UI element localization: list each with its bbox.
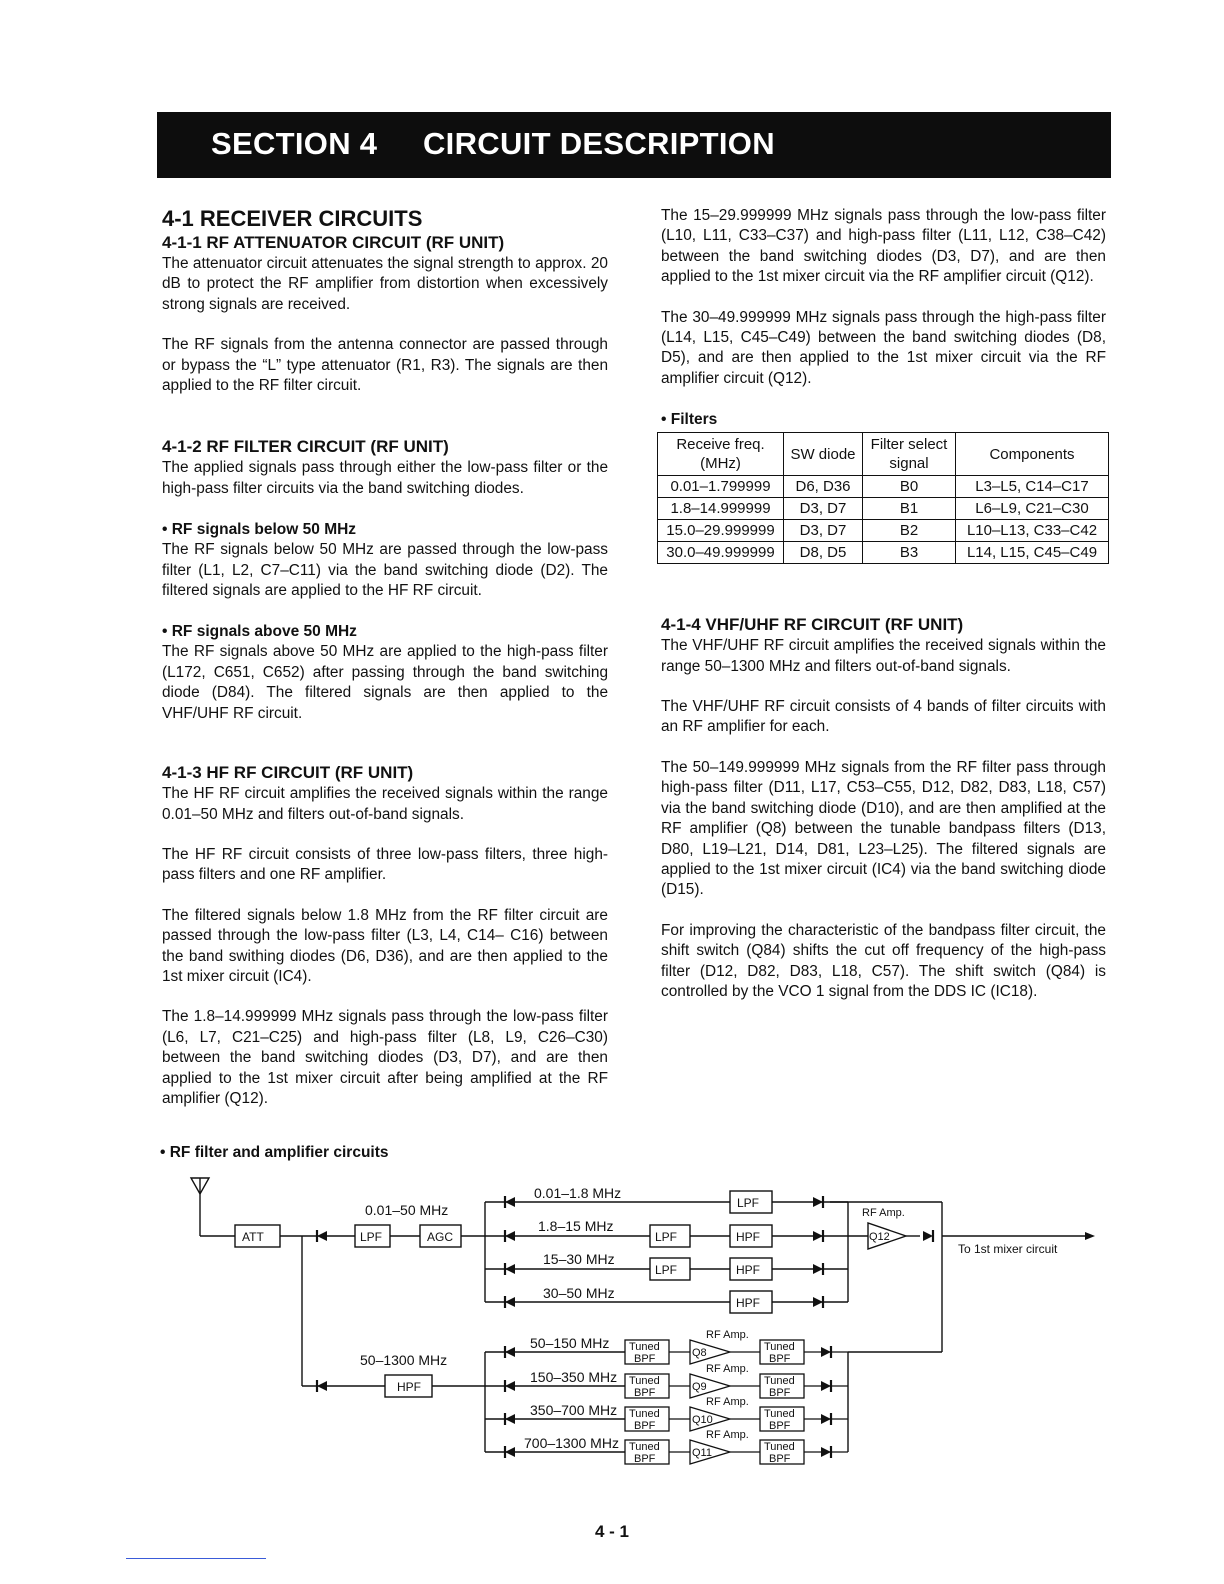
tuned-bpf-out-label: BPF bbox=[769, 1353, 791, 1365]
para-vhf-4: For improving the characteristic of the bandpass filter circuit, the shift switch (Q84) shifts the cut off frequency of the high-pass filter (D12, D82, D83, L18, C57). The shift switch (Q84) is controlled by the VCO 1 signal from the DDS IC (IC18). bbox=[661, 921, 1106, 1000]
tuned-bpf-out-label: Tuned bbox=[764, 1408, 795, 1420]
switching-diode-icon bbox=[821, 1446, 831, 1458]
hf-band-4: 30–50 MHz bbox=[543, 1285, 615, 1301]
heading-vhf-uhf: 4-1-4 VHF/UHF RF CIRCUIT (RF UNIT) bbox=[661, 615, 964, 635]
para-15-30: The 15–29.999999 MHz signals pass through the low-pass filter (L10, L11, C33–C37) and high-pass filter (L11, L12, C38–C42) between the band switching diodes (D3, D7), and are then applied to the 1st mixer circuit via the RF amplifier circuit (Q12). bbox=[661, 207, 1106, 286]
rf-amp-label: RF Amp. bbox=[862, 1207, 905, 1219]
table-row bbox=[658, 520, 1109, 542]
para-30-50: The 30–49.999999 MHz signals pass through the high-pass filter (L14, L15, C45–C49) between the band switching diodes (D8, D5), and are then applied to the 1st mixer circuit via the RF amplifier circuit (Q12). bbox=[661, 308, 1106, 387]
switching-diode-icon bbox=[505, 1230, 515, 1242]
hpf-label-3: HPF bbox=[736, 1263, 760, 1277]
tuned-bpf-out-label: BPF bbox=[769, 1453, 791, 1465]
para-hf-4: The 1.8–14.999999 MHz signals pass through the low-pass filter (L6, L7, C21–C25) and high-pass filter (L8, L9, C26–C30) between the band switching diodes (D3, D7), and are then applied to the 1st mixer circuit after being amplified at the RF amplifier (Q12). bbox=[162, 1008, 608, 1107]
rf-amp-label: RF Amp. bbox=[706, 1329, 749, 1341]
hpf-label-2: HPF bbox=[736, 1230, 760, 1244]
hf-band-2: 1.8–15 MHz bbox=[538, 1218, 614, 1234]
switching-diode-icon bbox=[317, 1230, 327, 1242]
tuned-bpf-out-label: Tuned bbox=[764, 1375, 795, 1387]
cell-freq: 30.0–49.999999 bbox=[658, 542, 784, 564]
vhf-band-label: 350–700 MHz bbox=[530, 1402, 618, 1418]
table-row bbox=[658, 476, 1109, 498]
switching-diode-icon bbox=[923, 1230, 933, 1242]
rf-amp-label: RF Amp. bbox=[706, 1429, 749, 1441]
col-components: Components bbox=[956, 433, 1109, 476]
heading-filters: • Filters bbox=[661, 411, 718, 429]
cell-components: L6–L9, C21–C30 bbox=[956, 498, 1109, 520]
heading-rf-attenuator: 4-1-1 RF ATTENUATOR CIRCUIT (RF UNIT) bbox=[162, 233, 505, 252]
q12-label: Q12 bbox=[869, 1231, 890, 1243]
cell-diode: D3, D7 bbox=[784, 498, 863, 520]
cell-diode: D8, D5 bbox=[784, 542, 863, 564]
tuned-bpf-out-label: BPF bbox=[769, 1420, 791, 1432]
vhf-band-label: 150–350 MHz bbox=[530, 1369, 618, 1385]
cell-diode: D3, D7 bbox=[784, 520, 863, 542]
right-column bbox=[661, 206, 1106, 1002]
cell-diode: D6, D36 bbox=[784, 476, 863, 498]
tuned-bpf-out-label: BPF bbox=[769, 1387, 791, 1399]
switching-diode-icon bbox=[813, 1230, 823, 1242]
switching-diode-icon bbox=[821, 1413, 831, 1425]
vhf-uhf-branches bbox=[524, 1329, 848, 1465]
lpf-label-2: LPF bbox=[655, 1230, 678, 1244]
att-label: ATT bbox=[242, 1230, 264, 1244]
table-row bbox=[658, 498, 1109, 520]
para-rf-filter: The applied signals pass through either the low-pass filter or the high-pass filter circuits via the band switching diodes. bbox=[162, 459, 608, 497]
amplifier-label: Q8 bbox=[692, 1347, 707, 1359]
heading-rf-filter: 4-1-2 RF FILTER CIRCUIT (RF UNIT) bbox=[162, 437, 449, 457]
para-hf-3: The filtered signals below 1.8 MHz from the RF filter circuit are passed through the low-pass filter (L3, L4, C14– C16) between the band swithing diodes (D6, D36), and are then applied to the 1st mixer circuit (IC4). bbox=[162, 906, 608, 985]
tuned-bpf-in-label: BPF bbox=[634, 1353, 656, 1365]
cell-freq: 15.0–29.999999 bbox=[658, 520, 784, 542]
heading-receiver-circuits: 4-1 RECEIVER CIRCUITS bbox=[162, 206, 423, 231]
cell-freq: 1.8–14.999999 bbox=[658, 498, 784, 520]
switching-diode-icon bbox=[813, 1263, 823, 1275]
cell-components: L14, L15, C45–C49 bbox=[956, 542, 1109, 564]
para-attenuator-1: The attenuator circuit attenuates the signal strength to approx. 20 dB to protect the RF amplifier from distortion when excessively strong signals are received. bbox=[162, 255, 608, 313]
hpf-label-main: HPF bbox=[397, 1380, 421, 1394]
cell-signal: B1 bbox=[863, 498, 956, 520]
hf-range-label: 0.01–50 MHz bbox=[365, 1202, 449, 1218]
output-label: To 1st mixer circuit bbox=[958, 1242, 1058, 1256]
para-hf-2: The HF RF circuit consists of three low-pass filters, three high-pass filters and one RF amplifier. bbox=[162, 845, 608, 884]
lpf-label-3: LPF bbox=[655, 1263, 678, 1277]
diagram-caption: • RF filter and amplifier circuits bbox=[160, 1144, 389, 1161]
cell-signal: B3 bbox=[863, 542, 956, 564]
tuned-bpf-in-label: Tuned bbox=[629, 1375, 660, 1387]
switching-diode-icon bbox=[505, 1346, 515, 1358]
amplifier-label: Q11 bbox=[692, 1447, 712, 1459]
section-title: CIRCUIT DESCRIPTION bbox=[423, 126, 775, 161]
heading-below-50: • RF signals below 50 MHz bbox=[162, 521, 357, 539]
switching-diode-icon bbox=[821, 1346, 831, 1358]
table-header-row bbox=[658, 433, 1109, 476]
vhf-band-label: 700–1300 MHz bbox=[524, 1435, 619, 1451]
cell-freq: 0.01–1.799999 bbox=[658, 476, 784, 498]
col-filter-select: Filter select signal bbox=[863, 433, 956, 476]
section-number: SECTION 4 bbox=[211, 126, 378, 161]
switching-diode-icon bbox=[505, 1380, 515, 1392]
para-vhf-1: The VHF/UHF RF circuit amplifies the received signals within the range 50–1300 MHz and filters out-of-band signals. bbox=[661, 637, 1106, 675]
tuned-bpf-in-label: BPF bbox=[634, 1453, 656, 1465]
tuned-bpf-out-label: Tuned bbox=[764, 1341, 795, 1353]
page-number: 4 - 1 bbox=[594, 1522, 630, 1541]
para-vhf-3: The 50–149.999999 MHz signals from the RF filter pass through high-pass filter (D11, L17, C53–C55, D12, D82, D83, L18, C57) via the band switching diode (D10), and are then amplified at the RF amplifier (Q8) between the tunable bandpass filters (D13, D80, L19–L21, D14, D81, L23–L25). The filtered signals are applied to the 1st mixer circuit (IC4) via the band switching diode (D15). bbox=[661, 758, 1106, 899]
rf-amp-label: RF Amp. bbox=[706, 1363, 749, 1375]
cell-signal: B0 bbox=[863, 476, 956, 498]
heading-hf-rf: 4-1-3 HF RF CIRCUIT (RF UNIT) bbox=[162, 763, 414, 783]
footer-rule bbox=[126, 1558, 266, 1559]
switching-diode-icon bbox=[505, 1413, 515, 1425]
hpf-label-4: HPF bbox=[736, 1296, 760, 1310]
rf-filter-amplifier-diagram bbox=[150, 1168, 1100, 1498]
hf-band-3: 15–30 MHz bbox=[543, 1251, 615, 1267]
table-row bbox=[658, 542, 1109, 564]
left-column bbox=[162, 206, 608, 1109]
switching-diode-icon bbox=[505, 1446, 515, 1458]
tuned-bpf-in-label: Tuned bbox=[629, 1341, 660, 1353]
switching-diode-icon bbox=[505, 1196, 515, 1208]
switching-diode-icon bbox=[813, 1196, 823, 1208]
tuned-bpf-out-label: Tuned bbox=[764, 1441, 795, 1453]
tuned-bpf-in-label: BPF bbox=[634, 1420, 656, 1432]
switching-diode-icon bbox=[813, 1296, 823, 1308]
heading-above-50: • RF signals above 50 MHz bbox=[162, 623, 357, 641]
vhf-band-label: 50–150 MHz bbox=[530, 1335, 610, 1351]
col-receive-freq: Receive freq. (MHz) bbox=[658, 433, 784, 476]
filters-table bbox=[657, 432, 1109, 564]
switching-diode-icon bbox=[317, 1380, 327, 1392]
cell-components: L10–L13, C33–C42 bbox=[956, 520, 1109, 542]
para-below-50: The RF signals below 50 MHz are passed through the low-pass filter (L1, L2, C7–C11) via the band switching diode (D2). The filtered signals are applied to the HF RF circuit. bbox=[162, 541, 608, 600]
tuned-bpf-in-label: Tuned bbox=[629, 1408, 660, 1420]
switching-diode-icon bbox=[821, 1380, 831, 1392]
rf-amp-label: RF Amp. bbox=[706, 1396, 749, 1408]
cell-signal: B2 bbox=[863, 520, 956, 542]
para-above-50: The RF signals above 50 MHz are applied to the high-pass filter (L172, C651, C652) after passing through the band switching diode (D84). The filtered signals are then applied to the VHF/UHF RF circuit. bbox=[162, 643, 608, 722]
lpf-label-main: LPF bbox=[360, 1230, 383, 1244]
lpf-label-1: LPF bbox=[737, 1196, 760, 1210]
amplifier-label: Q9 bbox=[692, 1381, 707, 1393]
amplifier-label: Q10 bbox=[692, 1414, 713, 1426]
para-hf-1: The HF RF circuit amplifies the received signals within the range 0.01–50 MHz and filters out-of-band signals. bbox=[162, 785, 608, 823]
agc-label: AGC bbox=[427, 1230, 454, 1244]
col-sw-diode: SW diode bbox=[784, 433, 863, 476]
vhf-range-label: 50–1300 MHz bbox=[360, 1352, 448, 1368]
hf-band-1: 0.01–1.8 MHz bbox=[534, 1185, 622, 1201]
tuned-bpf-in-label: BPF bbox=[634, 1387, 656, 1399]
switching-diode-icon bbox=[505, 1296, 515, 1308]
tuned-bpf-in-label: Tuned bbox=[629, 1441, 660, 1453]
para-attenuator-2: The RF signals from the antenna connector are passed through or bypass the “L” type attenuator (R1, R3). The signals are then applied to the RF filter circuit. bbox=[162, 336, 608, 395]
switching-diode-icon bbox=[505, 1263, 515, 1275]
section-banner bbox=[157, 112, 1111, 178]
para-vhf-2: The VHF/UHF RF circuit consists of 4 bands of filter circuits with an RF amplifier for each. bbox=[661, 698, 1106, 736]
cell-components: L3–L5, C14–C17 bbox=[956, 476, 1109, 498]
